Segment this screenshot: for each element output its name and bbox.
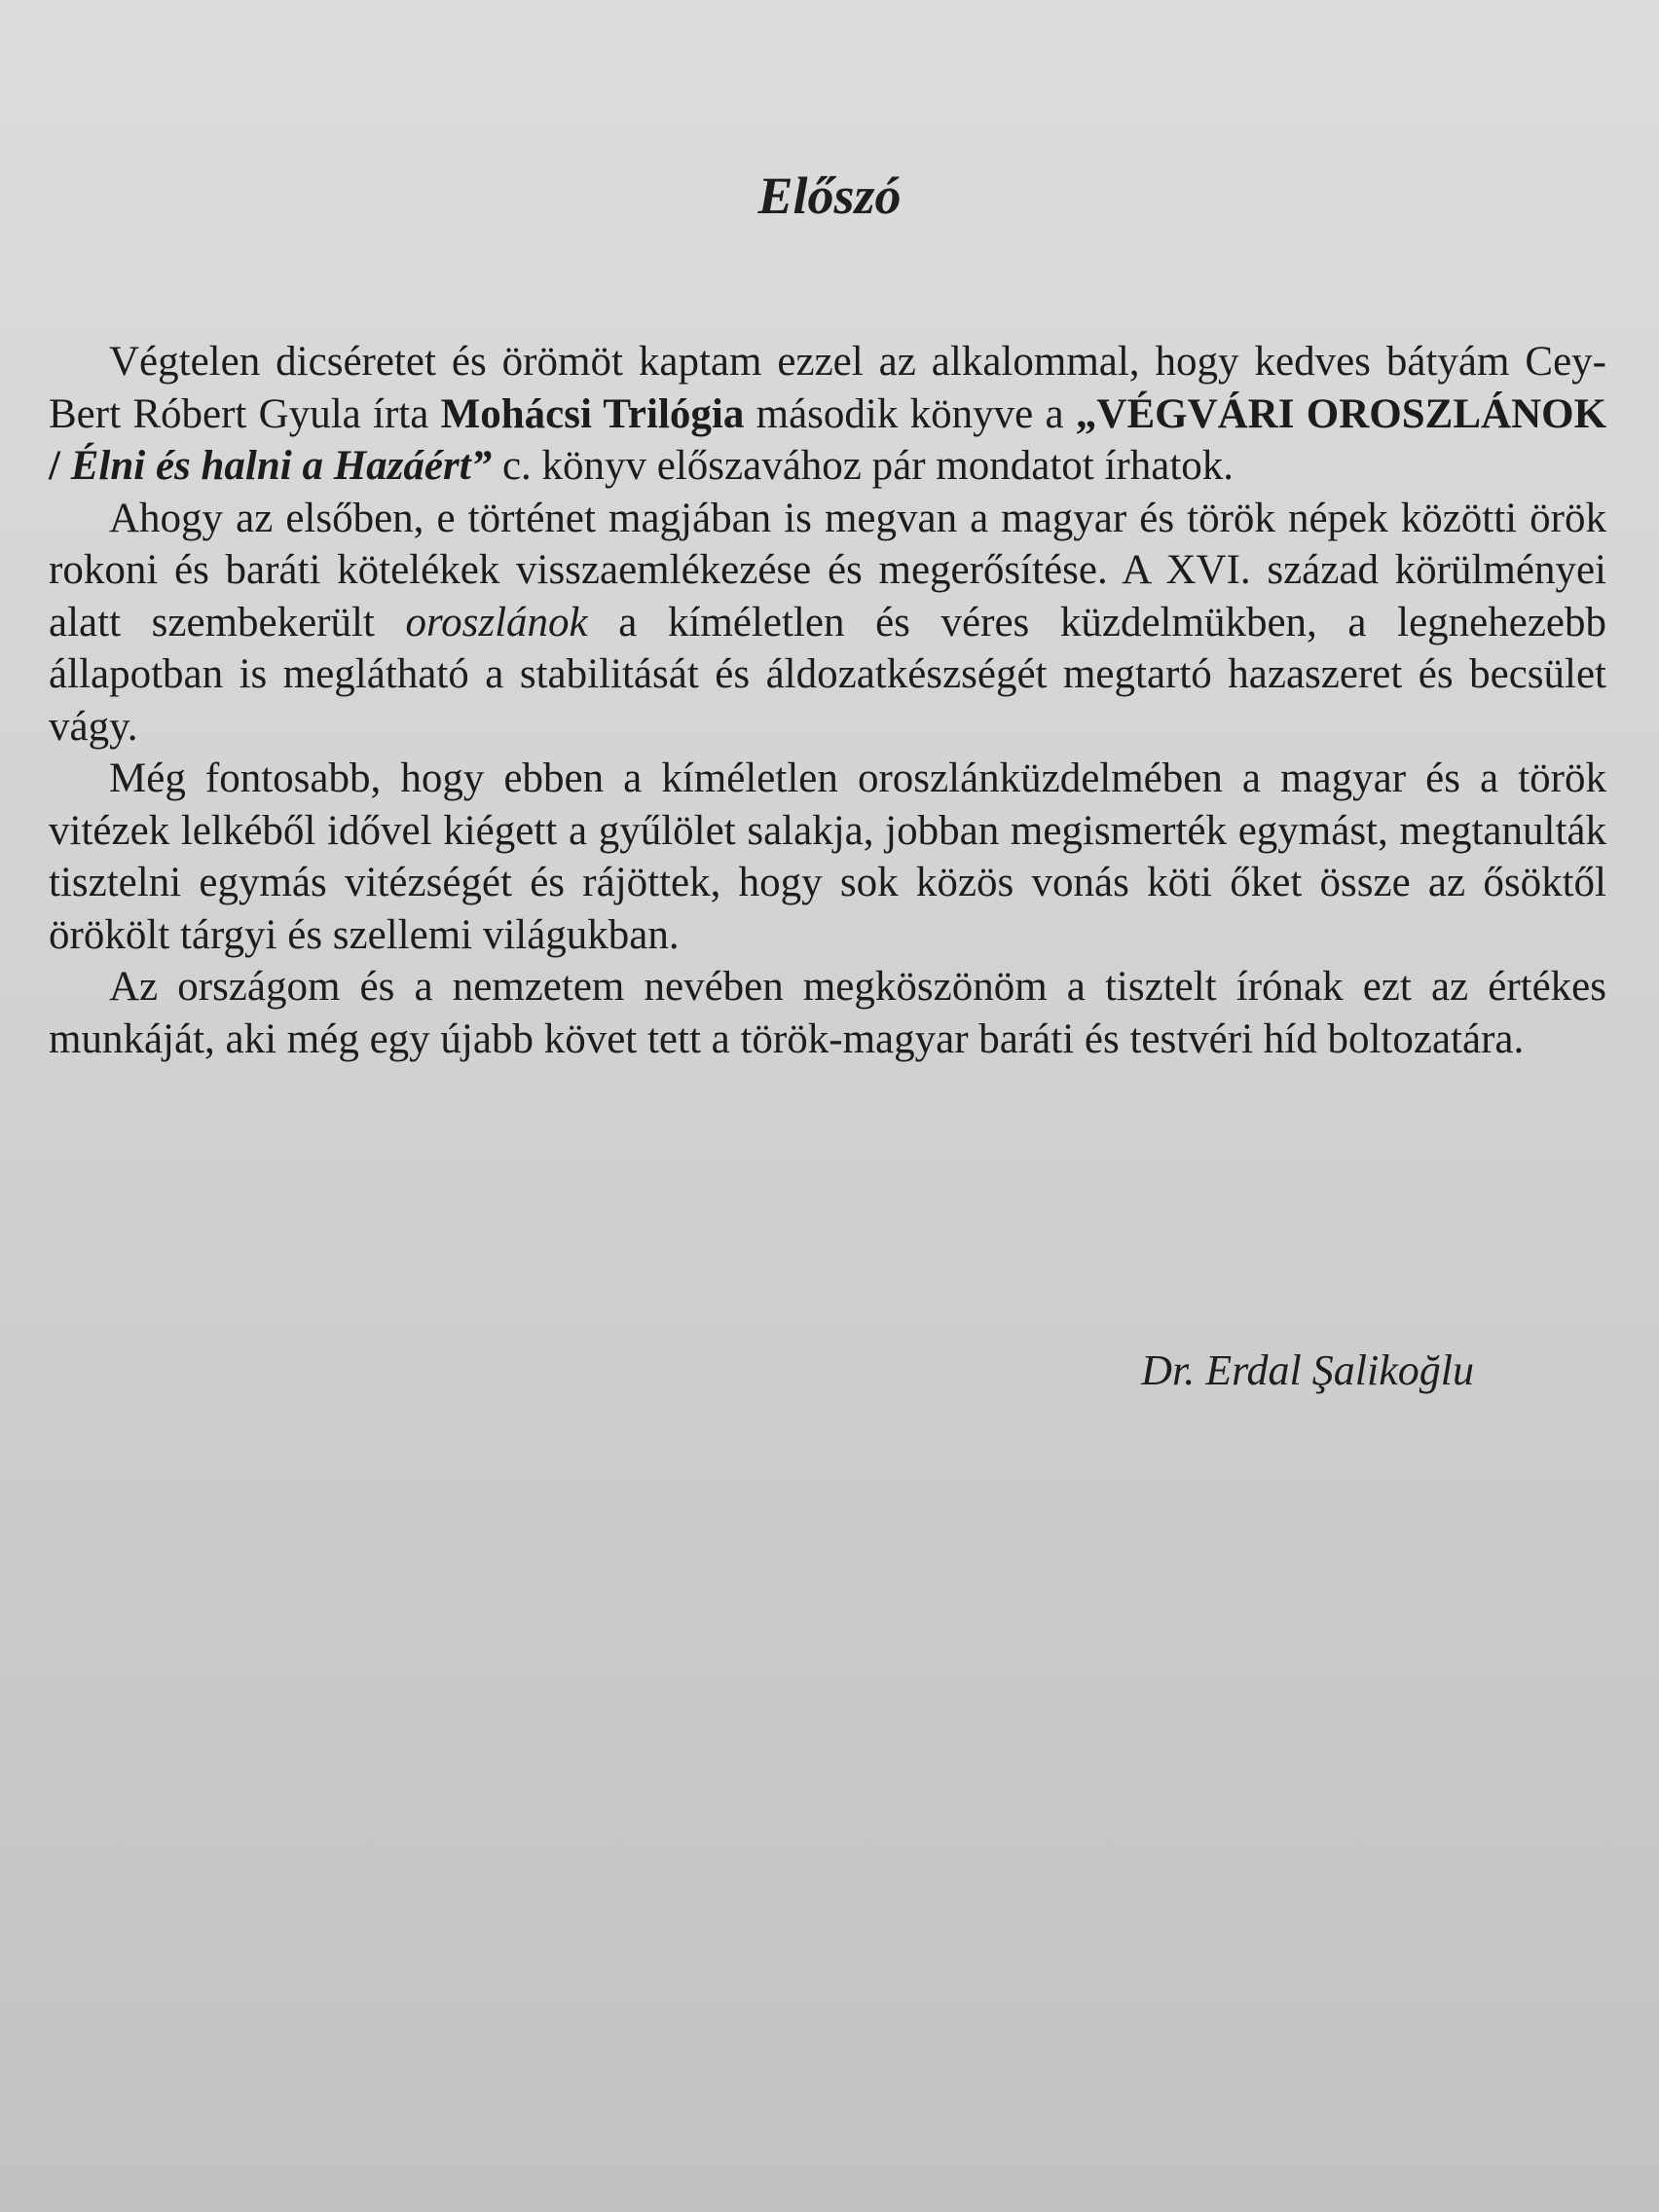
text-run: Ahogy az elsőben, e történet magjában is megvan a magyar és török népek közötti örök rokoni és baráti kötelékek visszaemlékezése és megerősítése. A XVI. század körülményei alatt szembekerült <box>49 495 1606 645</box>
text-run: oroszlánok <box>405 599 588 645</box>
paragraph <box>49 961 1606 1065</box>
paragraph <box>49 493 1606 754</box>
text-run: Végtelen dicséretet és örömöt kaptam ezzel az alkalommal, hogy kedves bátyám Cey-Bert Róbert Gyula írta <box>49 339 1606 437</box>
text-run: a kíméletlen és véres küzdelmükben, a legnehezebb állapotban is meglátható a stabilitását és áldozatkészségét megtartó hazaszeret és becsület vágy. <box>49 599 1606 750</box>
page-title: Előszó <box>757 166 902 225</box>
text-run: Az országom és a nemzetem nevében megköszönöm a tisztelt írónak ezt az értékes munkáját, aki még egy újabb követ tett a török-magyar baráti és testvéri híd boltozatára. <box>49 964 1606 1062</box>
text-run: „VÉGVÁRI OROSZLÁNOK / <box>49 390 1607 489</box>
author-signature: Dr. Erdal Şalikoğlu <box>1141 1346 1474 1394</box>
foreword-body <box>49 336 1606 1065</box>
paragraph <box>49 336 1606 493</box>
text-run: Élni és halni a Hazáért” <box>70 443 493 489</box>
paragraph <box>49 753 1606 961</box>
text-run: Még fontosabb, hogy ebben a kíméletlen oroszlánküzdelmében a magyar és a török vitézek lelkéből idővel kiégett a gyűlölet salakja, jobban megismerték egymást, megtanulták tisztelni egymás vitézségét és rájöttek, hogy sok közös vonás köti őket össze az ősöktől örökölt tárgyi és szellemi világukban. <box>49 756 1606 958</box>
text-run: Mohácsi Trilógia <box>440 390 745 437</box>
text-run: c. könyv előszavához pár mondatot írhatok. <box>492 443 1235 489</box>
text-run: második könyve a <box>744 390 1076 437</box>
